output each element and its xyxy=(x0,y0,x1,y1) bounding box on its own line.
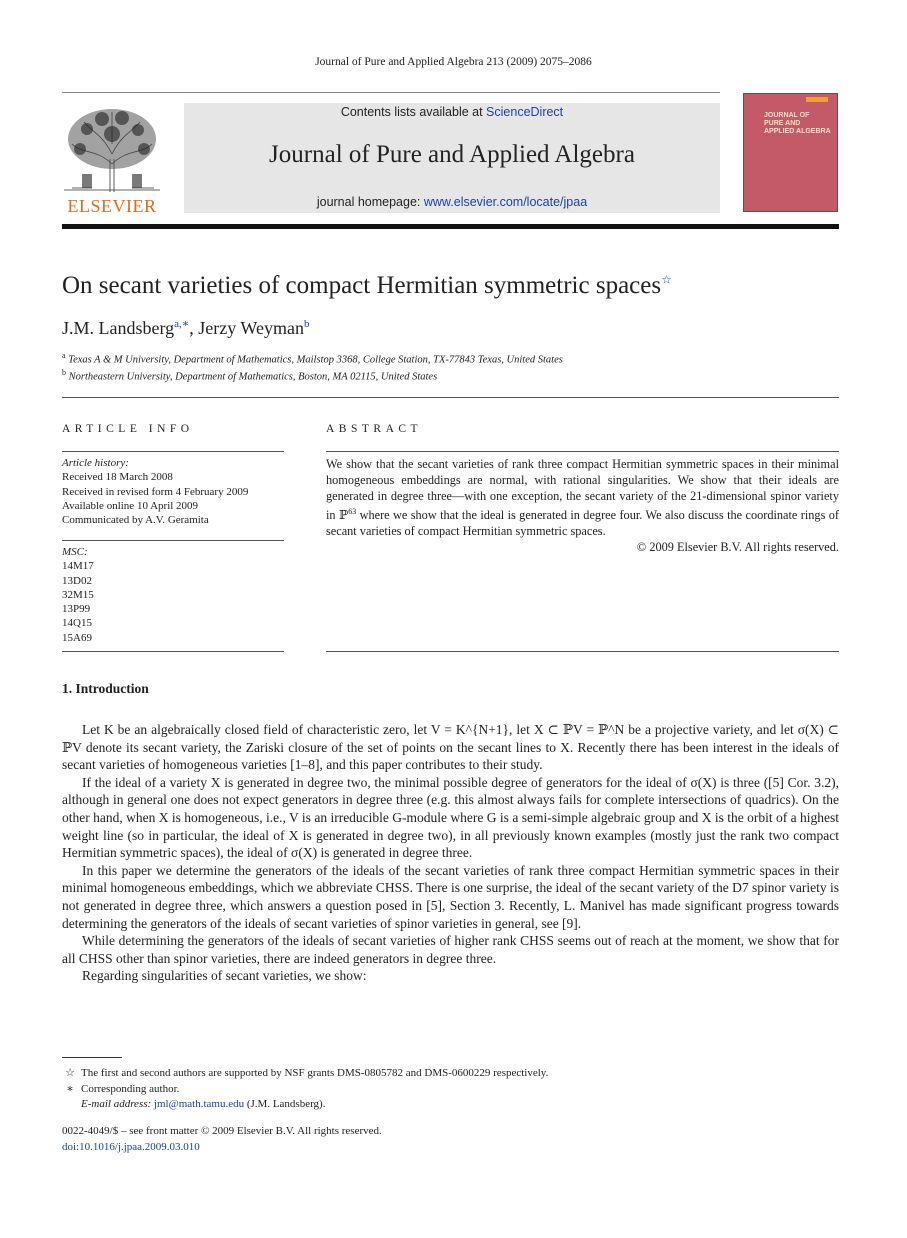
author-name: J.M. Landsberg xyxy=(62,318,175,338)
front-matter: 0022-4049/$ – see front matter © 2009 Elsevier B.V. All rights reserved. xyxy=(62,1125,382,1137)
footnote-mark: ∗ xyxy=(66,1082,74,1095)
introduction-body xyxy=(62,721,839,985)
cover-bar xyxy=(806,97,828,102)
homepage-line xyxy=(184,195,720,209)
article-title xyxy=(62,272,672,300)
header-rule xyxy=(62,92,720,93)
cover-line: JOURNAL OF xyxy=(764,112,810,119)
divider xyxy=(326,451,839,452)
abstract-copyright: © 2009 Elsevier B.V. All rights reserved. xyxy=(636,540,839,555)
msc-code: 32M15 xyxy=(62,588,94,601)
abstract-body xyxy=(326,457,839,556)
affiliation-mark: b xyxy=(62,368,66,377)
affiliation-b xyxy=(62,368,437,383)
doi-link[interactable]: doi:10.1016/j.jpaa.2009.03.010 xyxy=(62,1140,200,1153)
email-link[interactable]: jml@math.tamu.edu xyxy=(153,1098,245,1110)
footnote-text: The first and second authors are supported by NSF grants DMS-0805782 and DMS-0600229 respectively. xyxy=(81,1067,549,1079)
author-separator: , xyxy=(189,318,199,338)
bottom-notes xyxy=(62,1124,382,1155)
article-history xyxy=(62,456,248,527)
author-list xyxy=(62,317,309,339)
paragraph: Let K be an algebraically closed field of characteristic zero, let V = K^{N+1}, let X ⊂ ℙV = ℙ^N be a projective variety, and let σ(X) ⊂ ℙV denote its secant variety, the Zariski closure of the set of points on the secant lines to X. Recently there has been interest in the ideals of secant varieties of homogeneous varieties [1–8], and this paper contributes to their study. xyxy=(62,722,839,773)
msc-list xyxy=(62,545,94,645)
projective-space-exponent: 63 xyxy=(348,507,357,517)
paragraph: In this paper we determine the generators of the ideals of the secant varieties of rank three compact Hermitian symmetric spaces in their minimal homogeneous embeddings, which we abbreviate CHSS. There is one surprise, the ideal of the secant variety of the D7 spinor variety is not generated in degree three, which answers a question posed in [5], Section 3. Recently, L. Manivel has made significant progress towards determining the generators of the ideals of secant varieties of spinor varieties in general, see [9]. xyxy=(62,862,839,931)
revised-date: Received in revised form 4 February 2009 xyxy=(62,485,249,498)
footnote-corresponding xyxy=(62,1082,548,1098)
journal-banner xyxy=(184,103,720,213)
email-label: E-mail address: xyxy=(81,1098,154,1110)
msc-code: 14M17 xyxy=(62,560,94,573)
journal-title: Journal of Pure and Applied Algebra xyxy=(269,141,635,168)
divider xyxy=(326,651,839,652)
cover-title xyxy=(764,112,831,136)
footnote-text: Corresponding author. xyxy=(81,1082,180,1095)
publisher-name: ELSEVIER xyxy=(67,196,157,216)
affiliation-text: Texas A & M University, Department of Mathematics, Mailstop 3368, College Station, TX-77843 Texas, United States xyxy=(68,354,563,366)
msc-code: 15A69 xyxy=(62,631,92,644)
paragraph: Regarding singularities of secant varieties, we show: xyxy=(82,968,367,984)
footnote-email xyxy=(62,1097,548,1113)
msc-code: 14Q15 xyxy=(62,617,92,630)
sciencedirect-link[interactable]: ScienceDirect xyxy=(486,105,564,119)
history-label: Article history: xyxy=(62,457,129,469)
abstract-text-part: where we show that the ideal is generated in degree four. We also discuss the coordinate rings of secant varieties of compact Hermitian symmetric spaces. xyxy=(326,508,839,539)
contents-line xyxy=(184,105,720,119)
footnotes xyxy=(62,1066,548,1113)
article-info-heading: ARTICLE INFO xyxy=(62,423,194,435)
email-owner: (J.M. Landsberg). xyxy=(244,1098,326,1110)
footnote-mark: ☆ xyxy=(65,1067,75,1079)
affiliation-mark: a xyxy=(62,351,66,360)
section-heading: 1. Introduction xyxy=(62,681,149,696)
author-marks[interactable]: a,∗ xyxy=(174,318,190,330)
author-name: Jerzy Weyman xyxy=(198,318,304,338)
paragraph: If the ideal of a variety X is generated in degree two, the minimal possible degree of generators for the ideal of σ(X) is three ([5] Cor. 3.2), although in general one does not expect generators in degree three (e.g. this almost always fails for complete intersections of quadrics). On the other hand, when X is homogeneous, i.e., V is an irreducible G-module where G is a semi-simple algebraic group and X is the orbit of a highest weight line (so in particular, the ideal of X is generated in degree two), in all previously known examples (mostly just the rank two compact Hermitian symmetric spaces), the ideal of σ(X) is generated in degree three. xyxy=(62,774,839,861)
cover-line: PURE AND xyxy=(764,120,801,127)
divider xyxy=(62,397,839,398)
divider xyxy=(62,540,284,541)
abstract-text xyxy=(326,457,839,540)
abstract-text-part: We show that the secant varieties of rank three compact Hermitian symmetric spaces in their minimal homogeneous embeddings are normal, with rational singularities. We show that their ideals are generated in degree three—with one exception, the secant variety of the 21-dimensional spinor variety in xyxy=(326,457,839,523)
journal-cover-thumbnail[interactable] xyxy=(743,93,838,212)
cover-line: APPLIED ALGEBRA xyxy=(764,128,831,135)
title-footnote-mark[interactable]: ☆ xyxy=(661,272,672,287)
footnote-funding xyxy=(62,1066,548,1082)
projective-space-symbol: ℙ xyxy=(338,508,349,523)
affiliation-a xyxy=(62,351,563,366)
running-head: Journal of Pure and Applied Algebra 213 (2009) 2075–2086 xyxy=(315,56,592,68)
divider xyxy=(62,651,284,652)
msc-code: 13P99 xyxy=(62,603,91,616)
divider xyxy=(62,451,284,452)
communicated-by: Communicated by A.V. Geramita xyxy=(62,514,209,527)
online-date: Available online 10 April 2009 xyxy=(62,499,199,512)
abstract-heading: ABSTRACT xyxy=(326,423,423,435)
msc-label: MSC: xyxy=(62,546,88,558)
homepage-prefix: journal homepage: xyxy=(316,195,424,209)
contents-prefix: Contents lists available at xyxy=(340,105,487,119)
title-text: On secant varieties of compact Hermitian symmetric spaces xyxy=(62,272,662,299)
header-thick-rule xyxy=(62,224,839,229)
affiliation-text: Northeastern University, Department of Mathematics, Boston, MA 02115, United States xyxy=(68,371,438,383)
received-date: Received 18 March 2008 xyxy=(62,471,173,484)
homepage-link[interactable]: www.elsevier.com/locate/jpaa xyxy=(423,195,588,209)
author-marks[interactable]: b xyxy=(303,318,310,330)
msc-code: 13D02 xyxy=(62,574,92,587)
paragraph: While determining the generators of the ideals of secant varieties of higher rank CHSS seems out of reach at the moment, we show that for all CHSS other than spinor varieties, there are indeed generators in degree three. xyxy=(62,933,839,966)
footnote-rule xyxy=(62,1057,122,1058)
